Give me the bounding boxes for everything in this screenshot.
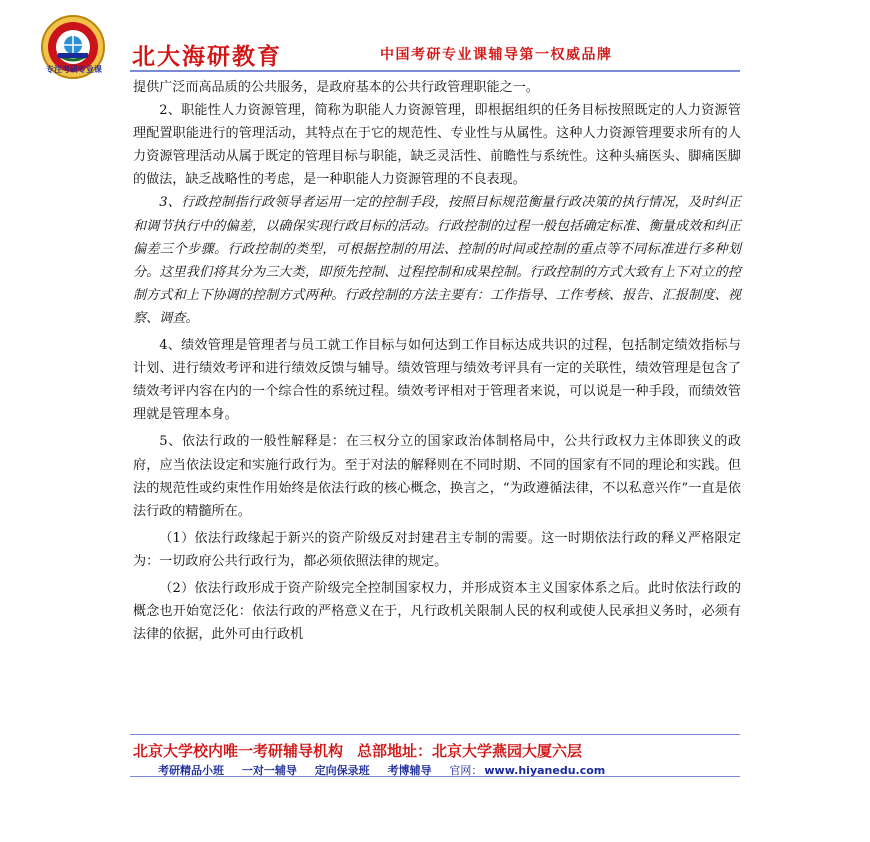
footer-address: 总部地址：北京大学燕园大厦六层 [357, 742, 583, 760]
service-item: 考博辅导 [387, 764, 432, 777]
paragraph: 提供广泛而高品质的公共服务，是政府基本的公共行政管理职能之一。 [133, 80, 539, 95]
website-link[interactable]: www.hiyanedu.com [484, 764, 606, 777]
paragraph: （2）依法行政形成于资产阶级完全控制国家权力，并形成资本主义国家体系之后。此时依法行政的概念也开始宽泛化：依法行政的严格意义在于，凡行政机关限制人民的权利或使人民承担义务时，必须有法律的依据，此外可由行政机 [133, 580, 741, 643]
service-item: 考研精品小班 [158, 764, 224, 777]
service-item: 定向保录班 [314, 764, 370, 777]
paragraph: 5、依法行政的一般性解释是：在三权分立的国家政治体制格局中，公共行政权力主体即狭义的政府，应当依法设定和实施行政行为。至于对法的解释则在不同时期、不同的国家有不同的理论和实践。但法的规范性或约束性作用始终是依法行政的核心概念，换言之，“为政遵循法律，不以私意兴作”一直是依法行政的精髓所在。 [133, 434, 741, 519]
footer-institution: 北京大学校内唯一考研辅导机构 [133, 742, 344, 760]
logo-caption: 专注考研专业课 [46, 65, 102, 74]
document-body [133, 76, 741, 646]
service-item: 一对一辅导 [241, 764, 297, 777]
paragraph: 3、行政控制指行政领导者运用一定的控制手段，按照目标规范衡量行政决策的执行情况，及时纠正和调节执行中的偏差，以确保实现行政目标的活动。行政控制的过程一般包括确定标准、衡量成效和纠正偏差三个步骤。行政控制的类型，可根据控制的用法、控制的时间或控制的重点等不同标准进行多种划分。这里我们将其分为三大类，即预先控制、过程控制和成果控制。行政控制的方式大致有上下对立的控制方式和上下协调的控制方式两种。行政控制的方法主要有：工作指导、工作考核、报告、汇报制度、视察、调查。 [133, 195, 741, 326]
footer-divider [130, 734, 740, 735]
website-label: 官网： [449, 764, 483, 777]
paragraph: 4、绩效管理是管理者与员工就工作目标与如何达到工作目标达成共识的过程，包括制定绩效指标与计划、进行绩效考评和进行绩效反馈与辅导。绩效管理与绩效考评具有一定的关联性，绩效管理是包含了绩效考评内容在内的一个综合性的系统过程。绩效考评相对于管理者来说，可以说是一种手段，而绩效管理就是管理本身。 [133, 338, 741, 423]
paragraph: （1）依法行政缘起于新兴的资产阶级反对封建君主专制的需要。这一时期依法行政的释义严格限定为：一切政府公共行政行为，都必须依照法律的规定。 [133, 530, 741, 569]
footer-headline [133, 740, 743, 761]
paragraph: 2、职能性人力资源管理，简称为职能人力资源管理，即根据组织的任务目标按照既定的人力资源管理配置职能进行的管理活动，其特点在于它的规范性、专业性与从属性。这种人力资源管理要求所有的人力资源管理活动从属于既定的管理目标与职能，缺乏灵活性、前瞻性与系统性。这种头痛医头、脚痛医脚的做法，缺乏战略性的考虑，是一种职能人力资源管理的不良表现。 [133, 103, 741, 188]
header-divider [130, 70, 740, 72]
brand-name: 北大海研教育 [132, 44, 282, 70]
footer-bottom-divider [130, 776, 740, 777]
brand-slogan: 中国考研专业课辅导第一权威品牌 [380, 47, 613, 63]
